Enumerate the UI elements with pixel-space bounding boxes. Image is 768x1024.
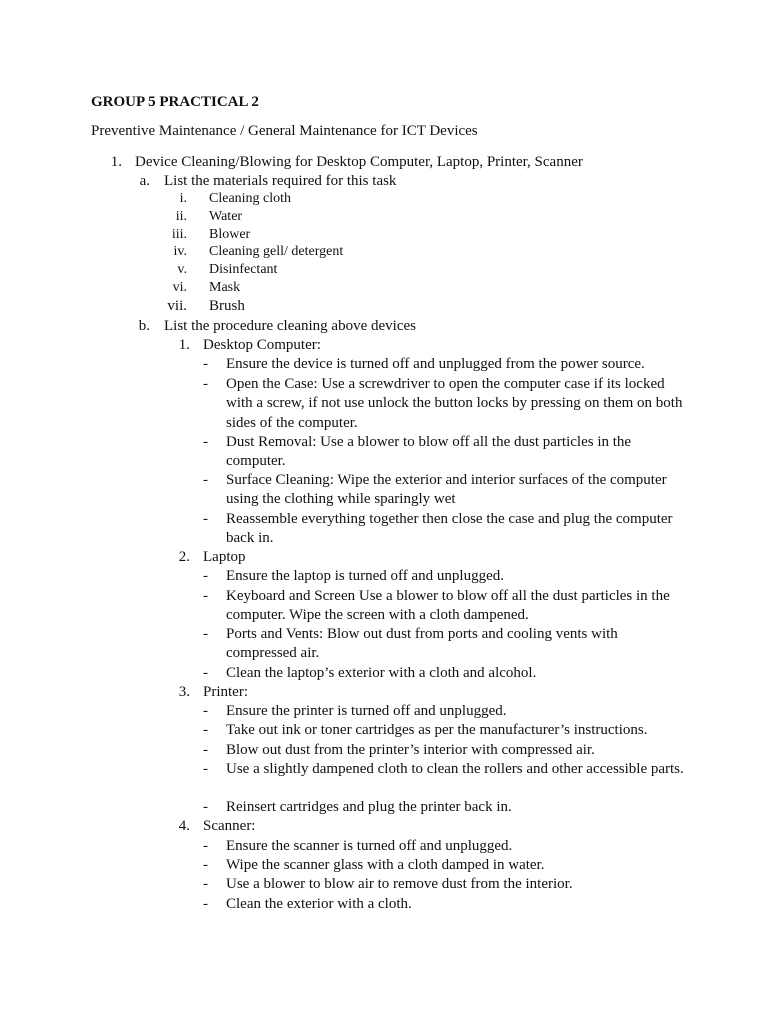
material-item: Blower (209, 227, 251, 242)
step-dash: - (203, 857, 208, 873)
device-marker: 1. (178, 337, 190, 353)
procedure-step: Ports and Vents: Blow out dust from ports and cooling vents with compressed air. (226, 626, 618, 662)
device-marker: 4. (178, 818, 190, 834)
material-item: Cleaning cloth (209, 191, 292, 206)
material-marker: iii. (171, 227, 187, 242)
procedure-step: Ensure the scanner is turned off and unplugged. (226, 838, 513, 854)
step-dash: - (203, 742, 208, 758)
step-dash: - (203, 434, 208, 450)
section-b-heading: List the procedure cleaning above devices (164, 318, 416, 334)
device-heading: Printer: (203, 684, 248, 700)
procedure-step: Dust Removal: Use a blower to blow off all the dust particles in the computer. (226, 434, 632, 470)
device-heading: Desktop Computer: (203, 337, 321, 353)
procedure-step: Use a blower to blow air to remove dust from the interior. (226, 876, 573, 892)
procedure-step: Surface Cleaning: Wipe the exterior and interior surfaces of the computer using the clothing while sparingly wet (226, 472, 667, 508)
procedure-step: Take out ink or toner cartridges as per the manufacturer’s instructions. (226, 722, 648, 738)
procedure-step: Wipe the scanner glass with a cloth damped in water. (226, 857, 545, 873)
device-heading: Laptop (203, 549, 246, 565)
procedure-step: Ensure the device is turned off and unplugged from the power source. (226, 356, 645, 372)
section-b-marker: b. (138, 318, 150, 334)
material-item: Mask (209, 280, 241, 295)
step-dash: - (203, 722, 208, 738)
material-item: Cleaning gell/ detergent (209, 244, 344, 259)
procedure-step: Keyboard and Screen Use a blower to blow off all the dust particles in the computer. Wipe the screen with a cloth dampened. (226, 588, 670, 624)
section-a-marker: a. (139, 173, 150, 189)
step-dash: - (203, 626, 208, 642)
procedure-step: Reinsert cartridges and plug the printer back in. (226, 799, 512, 815)
step-dash: - (203, 838, 208, 854)
section-a-heading: List the materials required for this task (164, 173, 397, 189)
material-marker: vi. (172, 280, 187, 295)
procedure-step: Clean the laptop’s exterior with a cloth and alcohol. (226, 665, 537, 681)
step-dash: - (203, 511, 208, 527)
material-marker: v. (177, 262, 187, 277)
step-dash: - (203, 568, 208, 584)
procedure-step: Ensure the printer is turned off and unplugged. (226, 703, 507, 719)
step-dash: - (203, 356, 208, 372)
document-subtitle: Preventive Maintenance / General Maintenance for ICT Devices (91, 123, 478, 139)
procedure-step: Clean the exterior with a cloth. (226, 896, 412, 912)
procedure-step: Ensure the laptop is turned off and unplugged. (226, 568, 504, 584)
step-dash: - (203, 703, 208, 719)
document-title: GROUP 5 PRACTICAL 2 (91, 94, 259, 110)
material-marker: iv. (173, 244, 187, 259)
item-1-heading: Device Cleaning/Blowing for Desktop Computer, Laptop, Printer, Scanner (135, 154, 583, 170)
step-dash: - (203, 876, 208, 892)
device-marker: 3. (178, 684, 190, 700)
material-item: Disinfectant (209, 262, 278, 277)
material-marker: ii. (175, 209, 187, 224)
material-marker: i. (179, 191, 187, 206)
material-item: Water (209, 209, 243, 224)
procedure-step: Reassemble everything together then close the case and plug the computer back in. (226, 511, 673, 547)
device-marker: 2. (178, 549, 190, 565)
step-dash: - (203, 588, 208, 604)
procedure-step: Open the Case: Use a screwdriver to open the computer case if its locked with a screw, if not use unlock the button locks by pressing on them on both sides of the computer. (226, 376, 683, 431)
step-dash: - (203, 472, 208, 488)
step-dash: - (203, 761, 208, 777)
procedure-step: Blow out dust from the printer’s interior with compressed air. (226, 742, 595, 758)
item-1-marker: 1. (110, 154, 122, 170)
procedure-step: Use a slightly dampened cloth to clean the rollers and other accessible parts. (226, 761, 684, 777)
step-dash: - (203, 376, 208, 392)
step-dash: - (203, 665, 208, 681)
material-marker: vii. (167, 298, 187, 314)
step-dash: - (203, 799, 208, 815)
material-item: Brush (209, 298, 245, 314)
step-dash: - (203, 896, 208, 912)
device-heading: Scanner: (203, 818, 256, 834)
